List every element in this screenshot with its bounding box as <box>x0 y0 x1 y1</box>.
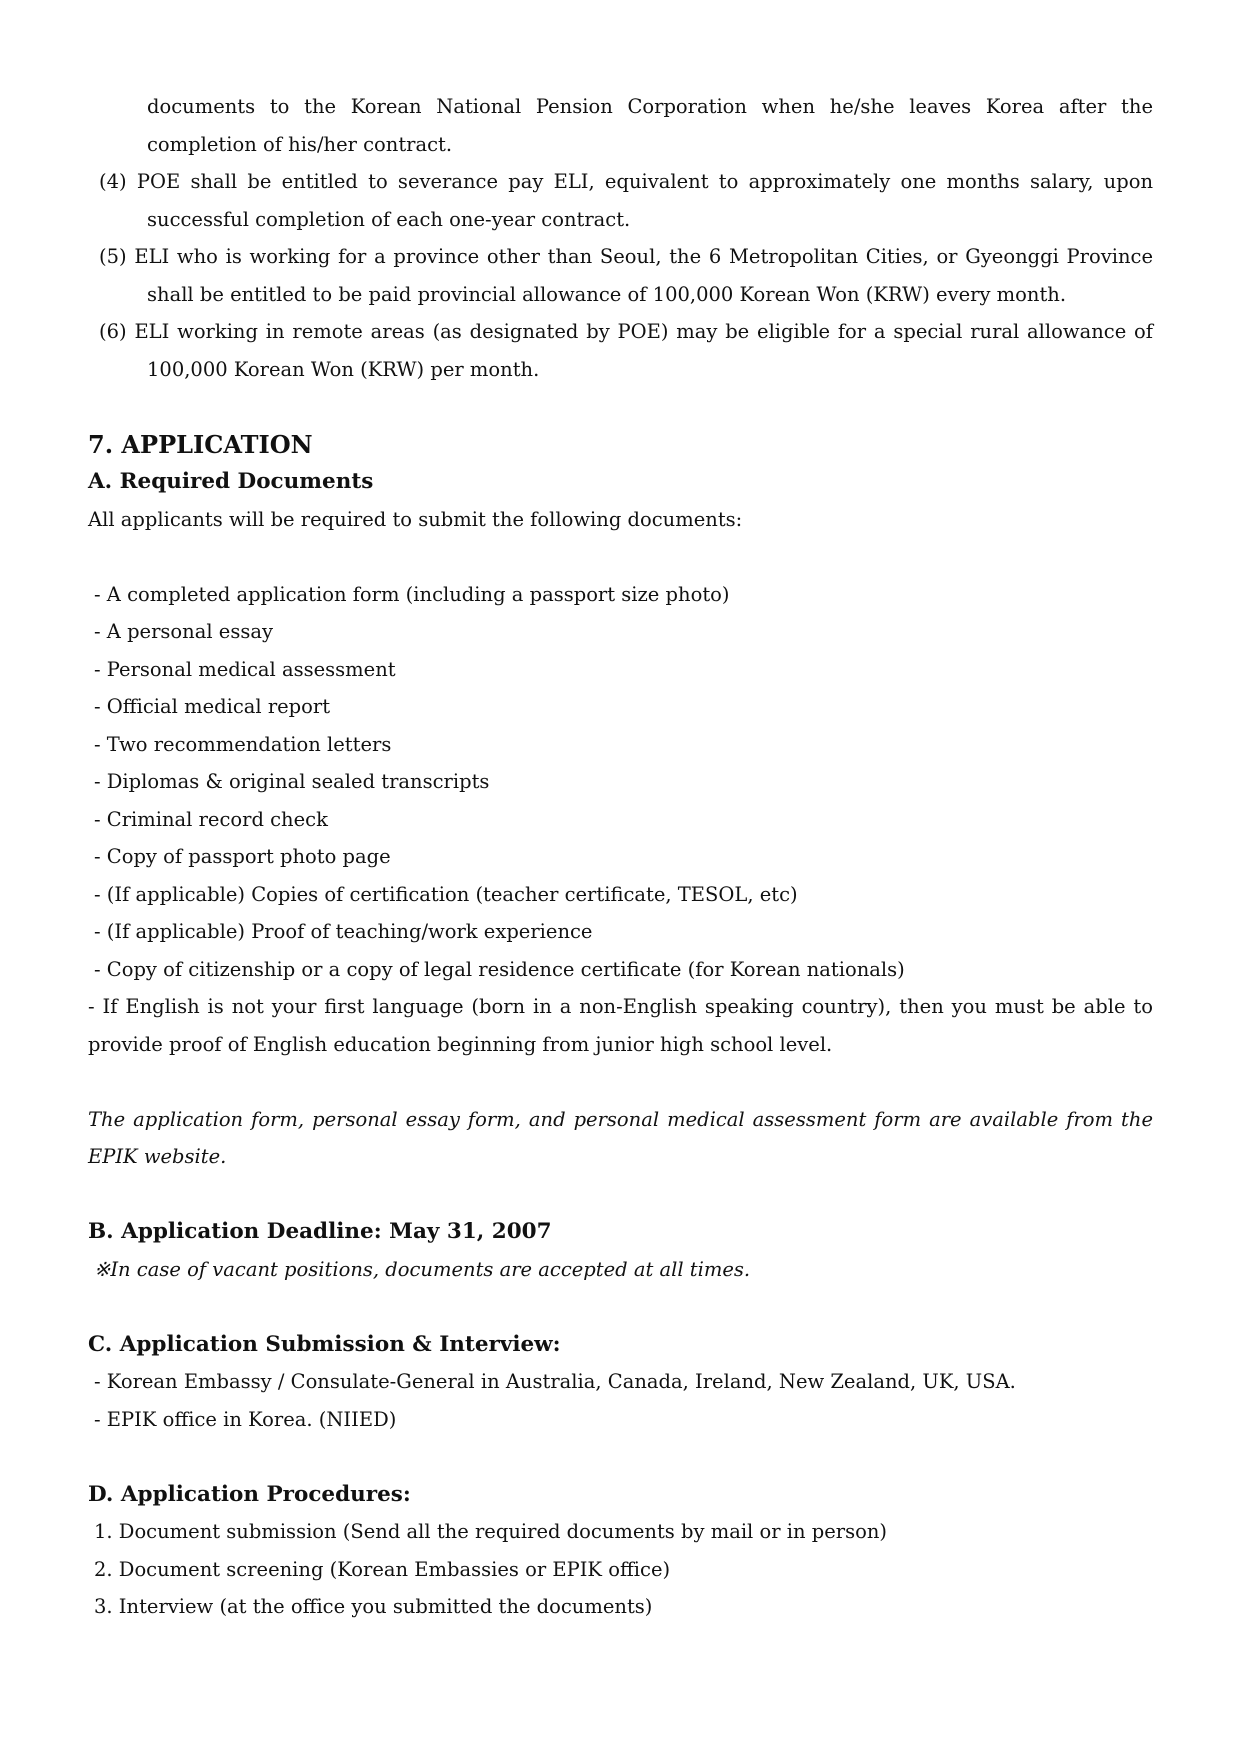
list-item: - EPIK office in Korea. (NIIED) <box>94 1407 397 1431</box>
forms-availability-note: The application form, personal essay form, and personal medical assessment form are available from the EPIK website. <box>88 1107 1153 1168</box>
spacer <box>88 1176 1153 1214</box>
list-item: - Copy of citizenship or a copy of legal residence certificate (for Korean nationals) <box>94 957 905 981</box>
list-item: - (If applicable) Proof of teaching/work experience <box>94 920 593 943</box>
deadline-note-text: In case of vacant positions, documents are accepted at all times. <box>110 1257 751 1281</box>
subsection-a-title: A. Required Documents <box>88 469 374 494</box>
numbered-item-5 <box>88 238 1153 313</box>
numbered-item-6 <box>88 313 1153 388</box>
list-item: - Korean Embassy / Consulate-General in Australia, Canada, Ireland, New Zealand, UK, USA. <box>94 1370 1016 1393</box>
spacer <box>88 1288 1153 1326</box>
item-number: (5) <box>99 245 127 268</box>
item-number: (6) <box>99 320 127 343</box>
procedure-step: 2. Document screening (Korean Embassies or EPIK office) <box>94 1557 671 1581</box>
procedure-step: 3. Interview (at the office you submitted the documents) <box>94 1595 653 1618</box>
list-item: - A personal essay <box>94 620 273 643</box>
list-item: - Diplomas & original sealed transcripts <box>94 770 490 793</box>
continuation-paragraph: documents to the Korean National Pension Corporation when he/she leaves Korea after the completion of his/her contract. <box>147 95 1153 156</box>
reference-mark-icon: ※ <box>94 1257 111 1281</box>
spacer <box>88 1438 1153 1476</box>
item-text: ELI who is working for a province other than Seoul, the 6 Metropolitan Cities, or Gyeonggi Province shall be entitled to be paid provincial allowance of 100,000 Korean Won (KRW) every month. <box>134 245 1153 306</box>
subsection-d-title: D. Application Procedures: <box>88 1481 411 1507</box>
item-text: POE shall be entitled to severance pay ELI, equivalent to approximately one months salary, upon successful completion of each one-year contract. <box>136 170 1153 231</box>
list-item: - (If applicable) Copies of certification (teacher certificate, TESOL, etc) <box>94 882 798 906</box>
document-page <box>88 88 1153 1626</box>
application-procedures-list <box>88 1513 1153 1626</box>
spacer <box>88 388 1153 426</box>
spacer <box>88 1063 1153 1101</box>
numbered-item-4 <box>88 163 1153 238</box>
required-documents-list <box>88 576 1153 989</box>
list-item: - Official medical report <box>94 695 331 718</box>
procedure-step: 1. Document submission (Send all the required documents by mail or in person) <box>94 1520 887 1543</box>
deadline-note <box>88 1251 1153 1289</box>
item-text: ELI working in remote areas (as designated by POE) may be eligible for a special rural allowance of 100,000 Korean Won (KRW) per month. <box>134 320 1153 381</box>
spacer <box>88 538 1153 576</box>
subsection-c-title: C. Application Submission & Interview: <box>88 1331 561 1357</box>
subsection-b-title: B. Application Deadline: May 31, 2007 <box>88 1219 552 1244</box>
submission-locations-list <box>88 1363 1153 1438</box>
list-item: - Two recommendation letters <box>94 732 392 756</box>
list-item: - Copy of passport photo page <box>94 845 391 868</box>
list-item: - A completed application form (including a passport size photo) <box>94 582 730 606</box>
english-requirement-item: - If English is not your first language (born in a non-English speaking country), then you must be able to provide proof of English education beginning from junior high school level. <box>88 995 1153 1056</box>
required-documents-intro: All applicants will be required to submit the following documents: <box>88 507 743 531</box>
list-item: - Criminal record check <box>94 807 328 831</box>
list-item: - Personal medical assessment <box>94 657 396 681</box>
item-number: (4) <box>99 170 127 193</box>
section-title: 7. APPLICATION <box>88 429 313 459</box>
